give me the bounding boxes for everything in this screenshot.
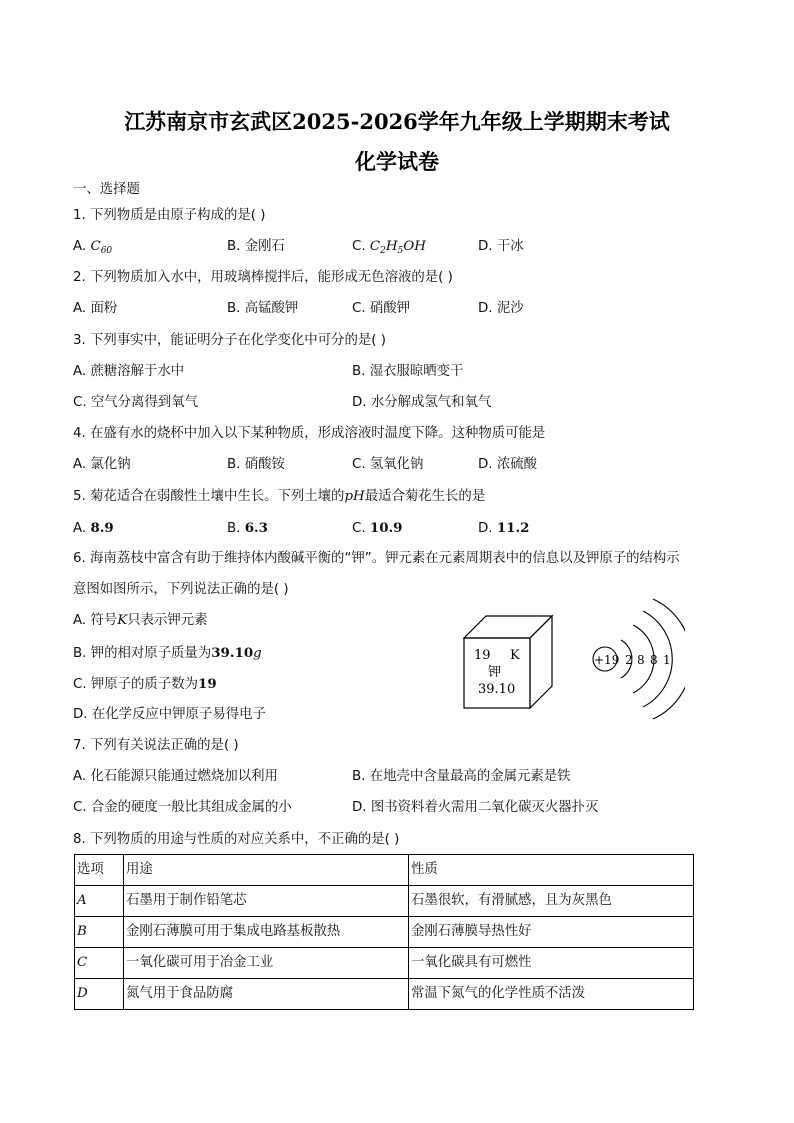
- shell-3-count: 8: [650, 653, 658, 667]
- shell-4-count: 1: [663, 653, 671, 667]
- atom-structure-diagram: [585, 595, 685, 723]
- table-row: [75, 948, 694, 979]
- question-5-option-d: D. 11.2: [478, 520, 530, 536]
- question-1-option-d: D. 干冰: [478, 239, 524, 254]
- element-number: 19: [474, 648, 491, 663]
- nucleus-charge: +19: [594, 653, 620, 667]
- question-5-option-a: A. 8.9: [73, 520, 114, 536]
- element-mass: 39.10: [478, 682, 516, 697]
- table-cell-property: 石墨很软，有滑腻感，且为灰黑色: [409, 886, 694, 917]
- table-header-cell: 性质: [409, 855, 694, 886]
- element-symbol: K: [510, 648, 520, 663]
- table-cell-property: 金刚石薄膜导热性好: [409, 917, 694, 948]
- question-6-option-d: D. 在化学反应中钾原子易得电子: [73, 707, 266, 722]
- question-6-option-b: B. 钾的相对原子质量为39.10g: [73, 645, 262, 661]
- question-3-option-d: D. 水分解成氢气和氧气: [352, 395, 492, 410]
- question-6-stem-line2: 意图如图所示，下列说法正确的是( ): [73, 582, 289, 597]
- question-1-option-c: C. $C_2H_5OH$: [352, 239, 426, 256]
- table-header-cell: 用途: [124, 855, 409, 886]
- table-cell-property: 一氧化碳具有可燃性: [409, 948, 694, 979]
- question-7-stem: 7. 下列有关说法正确的是( ): [73, 738, 239, 753]
- table-row: [75, 886, 694, 917]
- question-7-option-b: B. 在地壳中含量最高的金属元素是铁: [352, 769, 571, 784]
- shell-2-count: 8: [637, 653, 645, 667]
- exam-subtitle: 化学试卷: [355, 149, 439, 174]
- table-cell-use: 一氧化碳可用于冶金工业: [124, 948, 409, 979]
- question-3-option-a: A. 蔗糖溶解于水中: [73, 364, 185, 379]
- question-3-option-c: C. 空气分离得到氧气: [73, 395, 198, 410]
- exam-title: 江苏南京市玄武区2025-2026学年九年级上学期期末考试: [124, 109, 670, 134]
- table-cell-option: A: [75, 886, 124, 917]
- question-6-option-c: C. 钾原子的质子数为19: [73, 676, 217, 692]
- question-2-option-c: C. 硝酸钾: [352, 301, 411, 316]
- table-cell-use: 金刚石薄膜可用于集成电路基板散热: [124, 917, 409, 948]
- question-1-option-a: A. $C_{60}$: [73, 239, 113, 256]
- question-2-option-d: D. 泥沙: [478, 301, 524, 316]
- table-header-cell: 选项: [75, 855, 124, 886]
- question-2-stem: 2. 下列物质加入水中，用玻璃棒搅拌后，能形成无色溶液的是( ): [73, 270, 453, 285]
- question-2-option-b: B. 高锰酸钾: [227, 301, 299, 316]
- question-1-option-b: B. 金刚石: [227, 239, 285, 254]
- section-heading: 一、选择题: [73, 182, 140, 197]
- question-3-stem: 3. 下列事实中，能证明分子在化学变化中可分的是( ): [73, 333, 386, 348]
- question-5-stem: 5. 菊花适合在弱酸性土壤中生长。下列土壤的pH最适合菊花生长的是: [73, 489, 486, 504]
- question-6-option-a: A. 符号K只表示钾元素: [73, 613, 208, 628]
- question-7-option-c: C. 合金的硬度一般比其组成金属的小: [73, 800, 292, 815]
- question-2-option-a: A. 面粉: [73, 301, 118, 316]
- question-4-option-a: A. 氯化钠: [73, 457, 131, 472]
- question-7-option-a: A. 化石能源只能通过燃烧加以利用: [73, 769, 278, 784]
- table-row: [75, 917, 694, 948]
- shell-1-count: 2: [625, 653, 633, 667]
- table-cell-option: C: [75, 948, 124, 979]
- question-3-option-b: B. 湿衣服晾晒变干: [352, 364, 464, 379]
- question-5-option-b: B. 6.3: [227, 520, 268, 536]
- question-7-option-d: D. 图书资料着火需用二氧化碳灭火器扑灭: [352, 800, 599, 815]
- question-4-option-c: C. 氢氧化钠: [352, 457, 424, 472]
- question-8-table: [74, 854, 694, 1010]
- table-cell-use: 氮气用于食品防腐: [124, 979, 409, 1010]
- table-header-row: [75, 855, 694, 886]
- question-1-stem: 1. 下列物质是由原子构成的是( ): [73, 208, 266, 223]
- element-card-figure: [460, 612, 560, 712]
- table-row: [75, 979, 694, 1010]
- question-5-option-c: C. 10.9: [352, 520, 403, 536]
- element-name: 钾: [488, 665, 502, 680]
- question-4-stem: 4. 在盛有水的烧杯中加入以下某种物质，形成溶液时温度下降。这种物质可能是: [73, 426, 546, 441]
- question-8-stem: 8. 下列物质的用途与性质的对应关系中，不正确的是( ): [73, 832, 400, 847]
- table-cell-use: 石墨用于制作铅笔芯: [124, 886, 409, 917]
- question-4-option-b: B. 硝酸铵: [227, 457, 285, 472]
- question-6-stem-line1: 6. 海南荔枝中富含有助于维持体内酸碱平衡的“钾”。钾元素在元素周期表中的信息以及钾原子的结构示: [73, 551, 680, 566]
- table-cell-option: B: [75, 917, 124, 948]
- table-cell-property: 常温下氮气的化学性质不活泼: [409, 979, 694, 1010]
- table-cell-option: D: [75, 979, 124, 1010]
- question-4-option-d: D. 浓硫酸: [478, 457, 537, 472]
